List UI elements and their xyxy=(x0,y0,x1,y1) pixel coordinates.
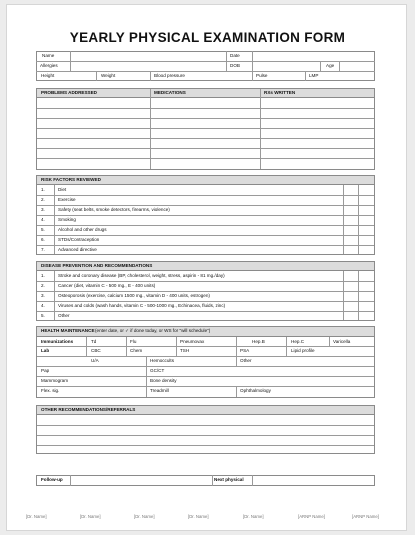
allergies-label: Allergies xyxy=(40,63,58,68)
risk-item-stds: STDs/Contraception xyxy=(58,237,100,242)
risk-item-diet: Diet xyxy=(58,187,67,192)
signature-arnp: [ARNP Name] xyxy=(298,514,325,519)
height-label: Height xyxy=(41,73,55,78)
medications-header: MEDICATIONS xyxy=(154,90,186,95)
hep-c-label: Hep.C xyxy=(291,339,305,344)
td-label: Td xyxy=(91,339,97,344)
followup-label: Follow-up xyxy=(41,477,63,482)
weight-label: Weight xyxy=(101,73,116,78)
chem-label: Chem xyxy=(130,348,143,353)
lipid-profile-label: Lipid profile xyxy=(291,348,315,353)
pap-label: Pap xyxy=(41,368,50,373)
risk-factors-header: RISK FACTORS REVIEWED xyxy=(41,177,101,182)
dob-field[interactable] xyxy=(253,62,319,70)
hemoccults-label: Hemoccults xyxy=(150,358,174,363)
lmp-label: LMP xyxy=(309,73,319,78)
tsh-label: TSH xyxy=(180,348,190,353)
name-field[interactable] xyxy=(71,52,225,60)
disease-num: 5. xyxy=(41,313,45,318)
treadmill-label: Treadmill xyxy=(150,388,169,393)
risk-item-smoking: Smoking xyxy=(58,217,76,222)
cbc-label: CBC xyxy=(91,348,101,353)
mammogram-label: Mammogram xyxy=(41,378,69,383)
dob-label: DOB xyxy=(230,63,240,68)
risk-item-alcohol: Alcohol and other drugs xyxy=(58,227,107,232)
risk-item-safety: Safety (seat belts, smoke detectors, firearms, violence) xyxy=(58,207,170,212)
pulse-label: Pulse xyxy=(256,73,268,78)
varicella-label: Varicella xyxy=(333,339,351,344)
signature-doctor: [Dr. Name] xyxy=(26,514,47,519)
risk-num: 1. xyxy=(41,187,45,192)
followup-field[interactable] xyxy=(71,476,211,485)
age-label: Age xyxy=(326,63,335,68)
disease-item-other: Other xyxy=(58,313,70,318)
disease-num: 4. xyxy=(41,303,45,308)
bone-density-label: Bone density xyxy=(150,378,177,383)
risk-num: 5. xyxy=(41,227,45,232)
name-label: Name xyxy=(42,53,55,58)
disease-num: 2. xyxy=(41,283,45,288)
risk-num: 6. xyxy=(41,237,45,242)
signature-doctor: [Dr. Name] xyxy=(188,514,209,519)
disease-prevention-header: DISEASE PREVENTION AND RECOMMENDATIONS xyxy=(41,263,153,268)
hep-b-label: Hep.B xyxy=(252,339,265,344)
allergies-field[interactable] xyxy=(71,62,225,70)
flex-sig-label: Flex. sig. xyxy=(41,388,60,393)
gc-ct-label: GC/CT xyxy=(150,368,165,373)
disease-item-osteoporosis: Osteoporosis (exercise, calcium 1500 mg., vitamin D - 400 units, estrogen) xyxy=(58,293,210,298)
signature-doctor: [Dr. Name] xyxy=(243,514,264,519)
form-title: YEARLY PHYSICAL EXAMINATION FORM xyxy=(69,30,346,45)
age-field[interactable] xyxy=(340,62,374,70)
disease-item-stroke: Stroke and coronary disease (BP, cholesterol, weight, stress, aspirin - 81 mg./day) xyxy=(58,273,225,278)
lab-label: Lab xyxy=(41,348,50,353)
referrals-header: OTHER RECOMMENDATIONS/REFERRALS xyxy=(41,407,136,412)
health-maintenance-header: HEALTH MAINTENANCE xyxy=(41,328,95,333)
disease-item-viruses: Viruses and colds (wash hands, vitamin C - 500-1000 mg., Echinacea, fluids, zinc) xyxy=(58,303,226,308)
pneumovax-label: Pneumovax xyxy=(180,339,205,344)
blood-pressure-label: Blood pressure xyxy=(154,73,185,78)
risk-num: 3. xyxy=(41,207,45,212)
risk-num: 7. xyxy=(41,247,45,252)
ophthalmology-label: Ophthalmology xyxy=(240,388,271,393)
health-maintenance-note: (enter date, or ✓ if done today, or WS for "will schedule") xyxy=(95,328,211,333)
signature-doctor: [Dr. Name] xyxy=(80,514,101,519)
disease-num: 1. xyxy=(41,273,45,278)
disease-num: 3. xyxy=(41,293,45,298)
ua-label: U/A xyxy=(91,358,99,363)
risk-num: 4. xyxy=(41,217,45,222)
flu-label: Flu xyxy=(130,339,137,344)
risk-num: 2. xyxy=(41,197,45,202)
next-physical-field[interactable] xyxy=(253,476,374,485)
date-field[interactable] xyxy=(253,52,374,60)
next-physical-label: Next physical xyxy=(214,477,244,482)
immunizations-label: Immunizations xyxy=(41,339,74,344)
other-label: Other xyxy=(240,358,252,363)
signature-arnp: [ARNP Name] xyxy=(352,514,379,519)
signature-doctor: [Dr. Name] xyxy=(134,514,155,519)
rxs-header: RXs WRITTEN xyxy=(264,90,296,95)
disease-item-cancer: Cancer (diet, vitamin C - 500 mg., E - 400 units) xyxy=(58,283,156,288)
problems-header: PROBLEMS ADDRESSED xyxy=(41,90,97,95)
psa-label: PSA xyxy=(240,348,250,353)
date-label: Date xyxy=(230,53,240,58)
risk-item-directive: Advanced directive xyxy=(58,247,97,252)
risk-item-exercise: Exercise xyxy=(58,197,76,202)
